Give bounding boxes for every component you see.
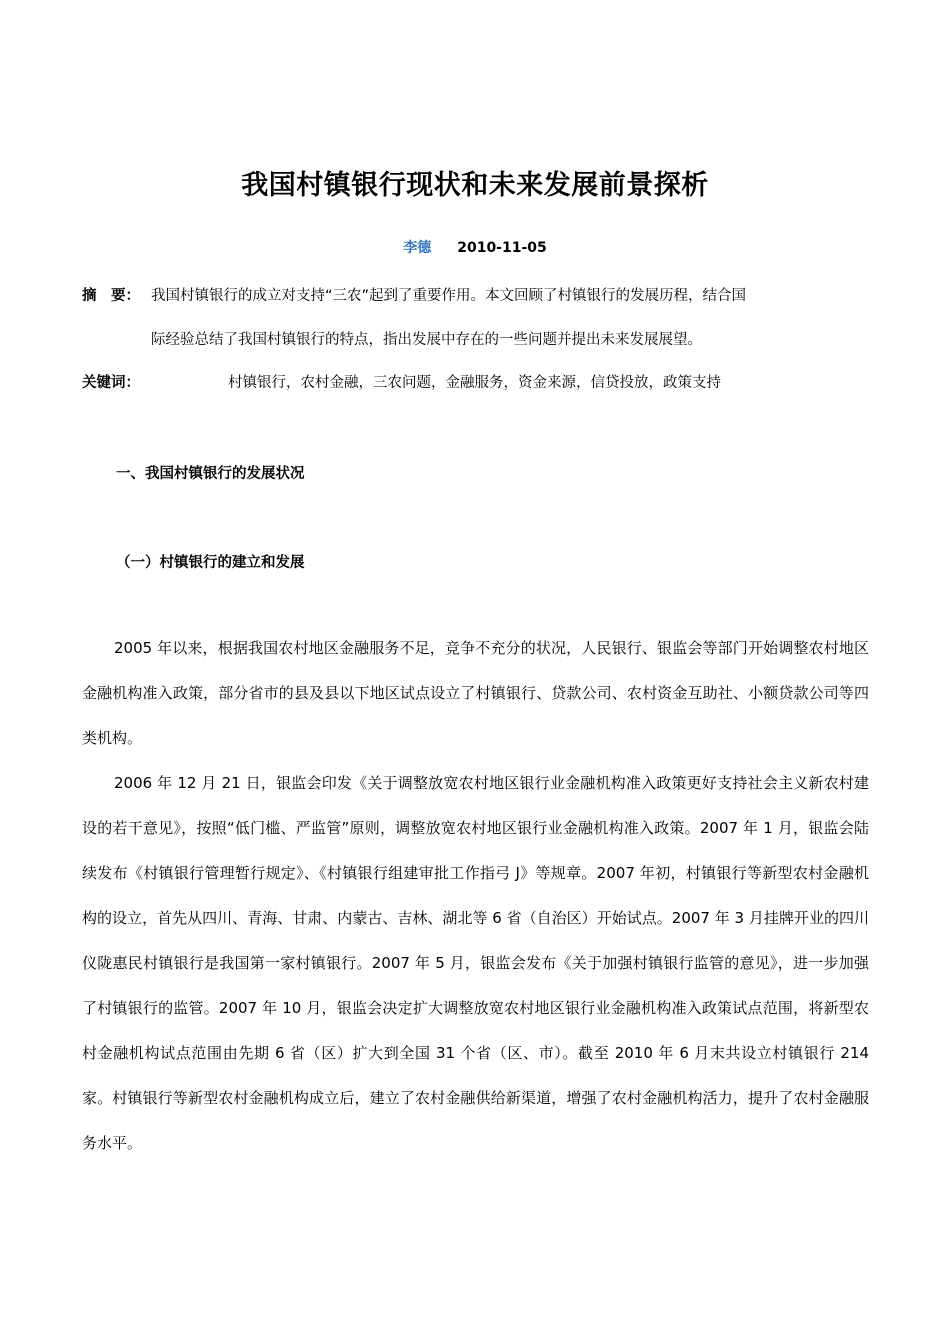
abstract-text-line-1: 我国村镇银行的成立对支持“三农”起到了重要作用。本文回顾了村镇银行的发展历程，结合国 bbox=[151, 288, 747, 304]
section-heading: 一、我国村镇银行的发展状况 bbox=[116, 466, 305, 482]
byline bbox=[0, 237, 950, 257]
keywords-list: 村镇银行，农村金融，三农问题，金融服务，资金来源，信贷投放，政策支持 bbox=[228, 375, 721, 391]
document-title: 我国村镇银行现状和未来发展前景探析 bbox=[241, 170, 709, 201]
abstract-label: 摘 要： bbox=[82, 288, 140, 304]
keywords-label: 关键词： bbox=[82, 375, 140, 391]
body-paragraph-2: 2006 年 12 月 21 日，银监会印发《关于调整放宽农村地区银行业金融机构准入政策更好支持社会主义新农村建设的若干意见》，按照“低门槛、严监管”原则，调整放宽农村地区银行业金融机构准入政策。2007 年 1 月，银监会陆续发布《村镇银行管理暂行规定》、《村镇银行组建审批工作指弓 J》等规章。2007 年初，村镇银行等新型农村金融机构的设立，首先从四川、青海、甘肃、内蒙古、吉林、湖北等 6 省（自治区）开始试点。2007 年 3 月挂牌开业的四川仪陇惠民村镇银行是我国第一家村镇银行。2007 年 5 月，银监会发布《关于加强村镇银行监管的意见》，进一步加强了村镇银行的监管。2007 年 10 月，银监会决定扩大调整放宽农村地区银行业金融机构准入政策试点范围，将新型农村金融机构试点范围由先期 6 省（区）扩大到全国 31 个省（区、市）。截至 2010 年 6 月末共设立村镇银行 214 家。村镇银行等新型农村金融机构成立后，建立了农村金融供给新渠道，增强了农村金融机构活力，提升了农村金融服务水平。 bbox=[82, 774, 869, 1152]
body-paragraph-1: 2005 年以来，根据我国农村地区金融服务不足，竞争不充分的状况，人民银行、银监会等部门开始调整农村地区金融机构准入政策，部分省市的县及县以下地区试点设立了村镇银行、贷款公司、农村资金互助社、小额贷款公司等四类机构。 bbox=[82, 639, 869, 747]
keywords bbox=[82, 371, 721, 392]
abstract-text-line-2: 际经验总结了我国村镇银行的特点，指出发展中存在的一些问题并提出未来发展展望。 bbox=[151, 332, 702, 348]
author-name: 李德 bbox=[403, 240, 432, 256]
subsection-heading: （一）村镇银行的建立和发展 bbox=[116, 555, 305, 571]
publish-date: 2010-11-05 bbox=[457, 240, 547, 256]
